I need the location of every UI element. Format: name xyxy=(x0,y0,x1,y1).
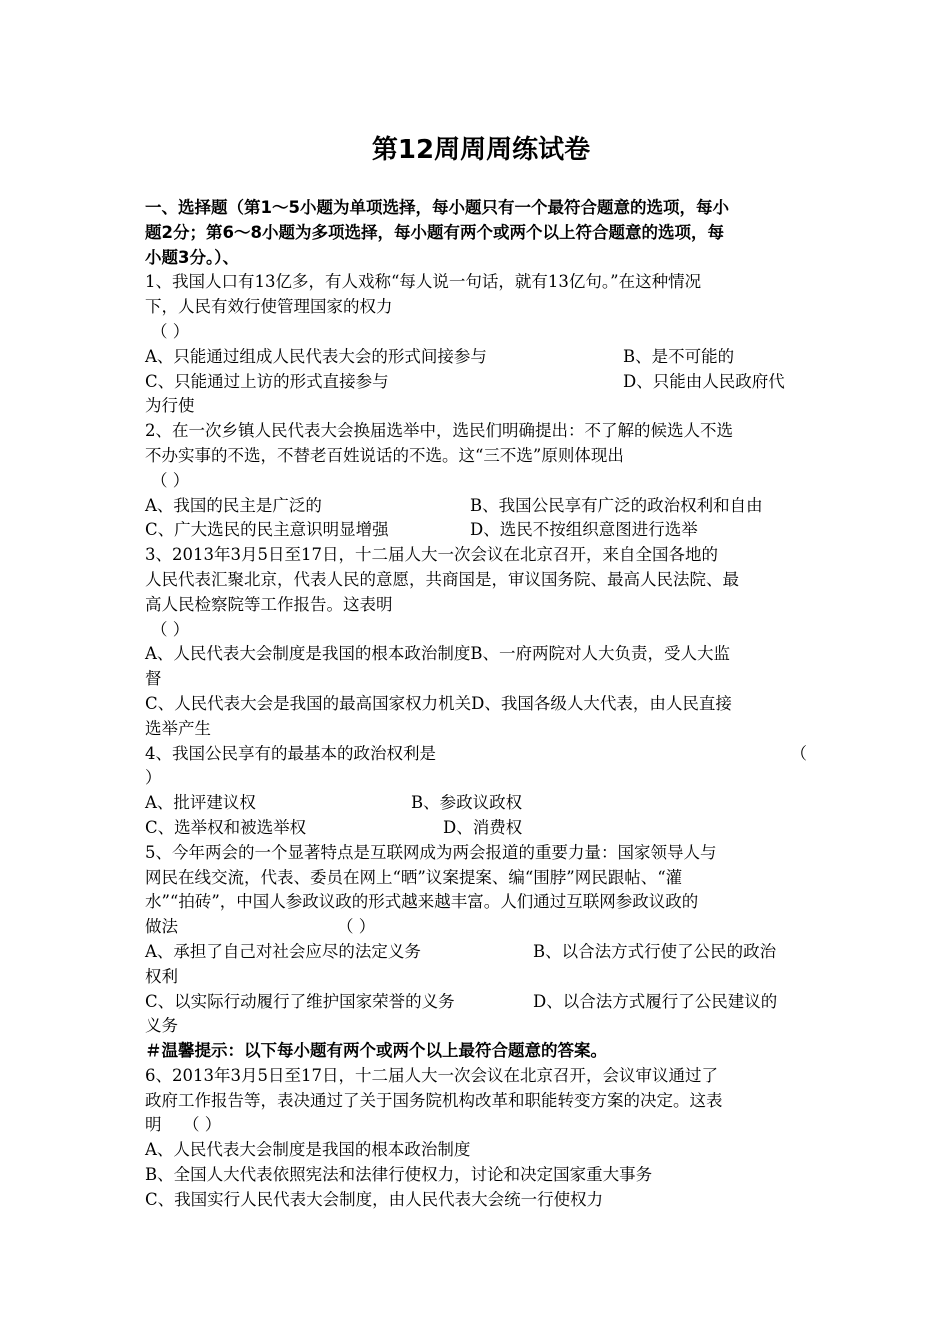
question-2: 2、在一次乡镇人民代表大会换届选举中，选民们明确提出：不了解的候选人不选 不办实事的不选，不替老百姓说话的不选。这“三不选”原则体现出 （ ） A、我国的民主是广泛的 B、我国公民享有广泛的政治权利和自由 C、广大选民的民主意识明显增强 D、选民不按组织意图进行选举 xyxy=(145,419,807,543)
option-b: B、参政议政权 xyxy=(411,793,523,813)
option-b-cont: 权利 xyxy=(145,966,178,986)
exam-page xyxy=(145,132,807,1213)
option-b: B、以合法方式行使了公民的政治 xyxy=(533,941,777,961)
option-d: D、以合法方式履行了公民建议的 xyxy=(533,991,778,1011)
option-d-cont: 义务 xyxy=(145,1016,178,1036)
option-c: C、只能通过上访的形式直接参与 xyxy=(145,371,389,391)
option-a: A、批评建议权 xyxy=(145,793,256,813)
option-b: B、是不可能的 xyxy=(623,346,735,366)
option-d: D、消费权 xyxy=(443,817,523,837)
option-ab: A、人民代表大会制度是我国的根本政治制度B、一府两院对人大负责，受人大监 xyxy=(145,644,731,664)
page-title: 第12周周周练试卷 xyxy=(371,135,591,165)
option-ab-cont: 督 xyxy=(145,669,162,689)
answer-blank: （ ） xyxy=(151,619,190,639)
option-a: A、人民代表大会制度是我国的根本政治制度 xyxy=(145,1140,471,1160)
option-a: A、只能通过组成人民代表大会的形式间接参与 xyxy=(145,346,487,366)
option-a: A、承担了自己对社会应尽的法定义务 xyxy=(145,941,421,961)
question-5: 5、今年两会的一个显著特点是互联网成为两会报道的重要力量：国家领导人与 网民在线交流，代表、委员在网上“晒”议案提案、编“围脖”网民跟帖、“灌 水”“拍砖”，中国人参政议政的形式越来越丰富。人们通过互联网参政议政的 做法 （ ） A、承担了自己对社会应尽的法定义务 B、以合法方式行使了公民的政治 权利 C、以实际行动履行了维护国家荣誉的义务 D、以合法方式履行了公民建议的 义务 xyxy=(145,841,807,1039)
section-heading: 一、选择题（第1～5小题为单项选择，每小题只有一个最符合题意的选项，每小 题2分；第6～8小题为多项选择，每小题有两个或两个以上符合题意的选项，每 小题3分。）、 xyxy=(145,198,729,267)
option-cd: C、人民代表大会是我国的最高国家权力机关D、我国各级人大代表，由人民直接 xyxy=(145,693,732,713)
answer-blank-open: （ xyxy=(790,743,807,763)
answer-blank: （ ） xyxy=(183,1115,222,1135)
question-6: 6、2013年3月5日至17日，十二届人大一次会议在北京召开，会议审议通过了 政府工作报告等，表决通过了关于国务院机构改革和职能转变方案的决定。这表 明 （ ） A、人民代表大会制度是我国的根本政治制度 B、全国人大代表依照宪法和法律行使权力，讨论和决定国家重大事务 C、我国实行人民代表大会制度，由人民代表大会统一行使权力 xyxy=(145,1064,807,1213)
answer-blank: （ ） xyxy=(337,917,376,937)
question-3: 3、2013年3月5日至17日，十二届人大一次会议在北京召开，来自全国各地的 人民代表汇聚北京，代表人民的意愿，共商国是，审议国务院、最高人民法院、最 高人民检察院等工作报告。这表明 （ ） A、人民代表大会制度是我国的根本政治制度B、一府两院对人大负责，受人大监 督 C、人民代表大会是我国的最高国家权力机关D、我国各级人大代表，由人民直接 选举产生 xyxy=(145,543,807,741)
answer-blank: （ ） xyxy=(151,470,190,490)
option-b: B、我国公民享有广泛的政治权利和自由 xyxy=(470,495,763,515)
option-a: A、我国的民主是广泛的 xyxy=(145,495,322,515)
question-stem: 4、我国公民享有的最基本的政治权利是 xyxy=(145,743,436,763)
option-d-cont: 为行使 xyxy=(145,396,195,416)
question-1: 1、我国人口有13亿多，有人戏称“每人说一句话，就有13亿句。”在这种情况 下，人民有效行使管理国家的权力 （ ） A、只能通过组成人民代表大会的形式间接参与 B、是不可能的 C、只能通过上访的形式直接参与 D、只能由人民政府代 为行使 xyxy=(145,270,807,419)
tip-note: ＃温馨提示：以下每小题有两个或两个以上最符合题意的答案。 xyxy=(145,1041,607,1061)
option-c: C、广大选民的民主意识明显增强 xyxy=(145,520,389,540)
option-c: C、以实际行动履行了维护国家荣誉的义务 xyxy=(145,991,455,1011)
answer-blank: （ ） xyxy=(151,321,190,341)
option-d: D、选民不按组织意图进行选举 xyxy=(470,520,698,540)
option-b: B、全国人大代表依照宪法和法律行使权力，讨论和决定国家重大事务 xyxy=(145,1165,653,1185)
option-c: C、选举权和被选举权 xyxy=(145,817,307,837)
question-4 xyxy=(145,742,807,841)
option-cd-cont: 选举产生 xyxy=(145,718,211,738)
option-c: C、我国实行人民代表大会制度，由人民代表大会统一行使权力 xyxy=(145,1189,604,1209)
option-d: D、只能由人民政府代 xyxy=(623,371,785,391)
answer-blank-close: ） xyxy=(145,768,162,788)
